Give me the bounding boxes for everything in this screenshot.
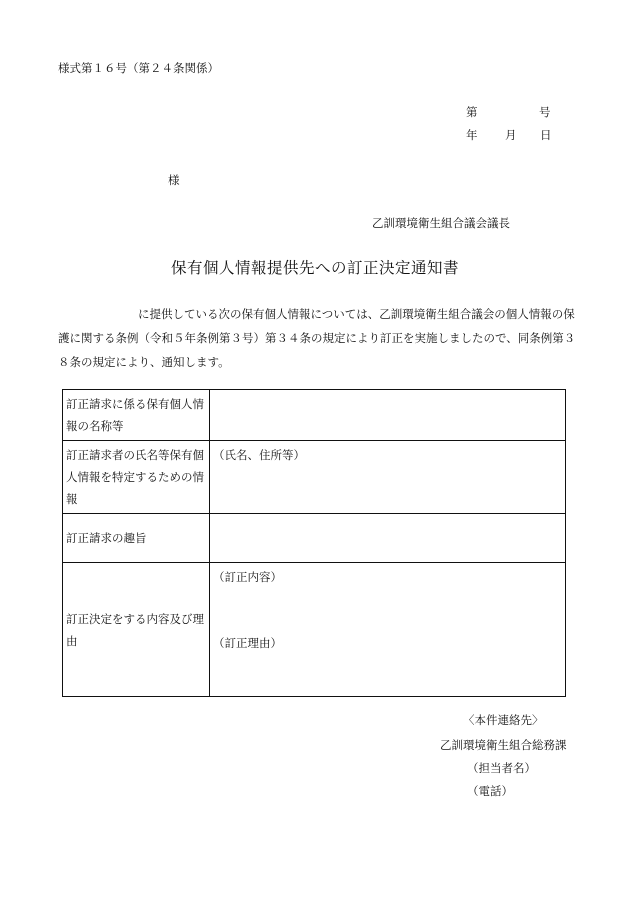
contact-person: （担当者名）: [467, 761, 536, 775]
table-row: [63, 441, 566, 514]
document-title: 保有個人情報提供先への訂正決定通知書: [170, 259, 459, 277]
row-label-info-name: 訂正請求に係る保有個人情報の名称等: [63, 390, 210, 441]
date-year-label: 年: [466, 128, 478, 142]
correction-content-note: （訂正内容）: [213, 570, 282, 584]
sender-name: 乙訓環境衛生組合議会議長: [372, 216, 510, 230]
correction-reason-note: （訂正理由）: [213, 636, 282, 650]
table-row: [63, 514, 566, 563]
date-month-label: 月: [505, 128, 517, 142]
body-paragraph: に提供している次の保有個人情報については、乙訓環境衛生組合議会の個人情報の保護に関する条例（令和５年条例第３号）第３４条の規定により訂正を実施しましたので、同条例第３８条の規定により、通知します。: [58, 307, 576, 369]
form-number: 様式第１６号（第２４条関係）: [58, 61, 219, 75]
row-value-requester-info: （氏名、住所等）: [210, 441, 566, 514]
contact-heading: 〈本件連絡先〉: [463, 713, 544, 727]
row-value-request-purpose: [210, 514, 566, 563]
date-day-label: 日: [540, 128, 552, 142]
recipient-honorific: 様: [168, 173, 180, 187]
row-label-decision-content: 訂正決定をする内容及び理由: [63, 563, 210, 697]
document-number-suffix: 号: [539, 105, 551, 119]
correction-details-table: [62, 389, 566, 697]
contact-department: 乙訓環境衛生組合総務課: [440, 738, 567, 752]
row-label-request-purpose: 訂正請求の趣旨: [63, 514, 210, 563]
document-number-prefix: 第: [466, 105, 478, 119]
contact-phone: （電話）: [467, 784, 513, 798]
row-value-info-name: [210, 390, 566, 441]
row-label-requester-info: 訂正請求者の氏名等保有個人情報を特定するための情報: [63, 441, 210, 514]
table-row: [63, 563, 566, 697]
table-row: [63, 390, 566, 441]
row-value-decision-content: [210, 563, 566, 697]
